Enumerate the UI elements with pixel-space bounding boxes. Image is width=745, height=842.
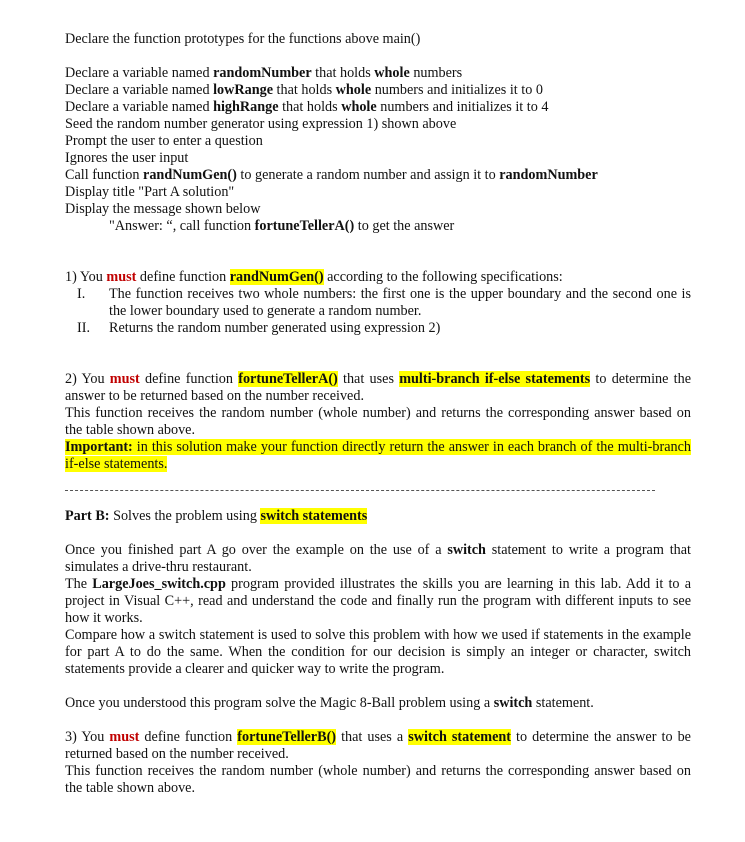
function-name-highlight: fortuneTellerA() [238, 371, 338, 387]
spec-item-1: I. The function receives two whole numbers: the first one is the upper boundary and the second one is the lower boundary used to generate a random number. [77, 286, 691, 319]
step-answer: "Answer: “, call function fortuneTellerA() to get the answer [109, 218, 455, 234]
step-ignore: Ignores the user input [65, 150, 189, 166]
intro-line: Declare the function prototypes for the functions above main() [65, 31, 421, 47]
step-prompt: Prompt the user to enter a question [65, 133, 263, 149]
step-declare-randomnumber: Declare a variable named randomNumber that holds whole numbers [65, 65, 463, 81]
section-divider [65, 490, 655, 491]
keyword-highlight: multi-branch if-else statements [399, 371, 591, 387]
keyword-highlight: switch statement [408, 729, 511, 745]
function-name-highlight: fortuneTellerB() [237, 729, 337, 745]
step-list [65, 65, 691, 235]
part-b [65, 508, 691, 712]
step-declare-lowrange: Declare a variable named lowRange that holds whole numbers and initializes it to 0 [65, 82, 543, 98]
requirement-3: 3) You must define function fortuneTellerB() that uses a switch statement to determine the answer to be returned based on the number received. This function receives the random number (whole number) and returns the corresponding answer based on the table shown above. [65, 729, 691, 796]
step-seed: Seed the random number generator using expression 1) shown above [65, 116, 457, 132]
must-label: must [109, 729, 140, 745]
must-label: must [106, 269, 137, 285]
requirement-2: 2) You must define function fortuneTellerA() that uses multi-branch if-else statements to determine the answer to be returned based on the number received. This function receives the random number (whole number) and returns the corresponding answer based on the table shown above. Important: in this solution make your function directly return the answer in each branch of the multi-branch if-else statements. [65, 371, 691, 472]
function-name-highlight: randNumGen() [229, 269, 324, 285]
step-call-randnumgen: Call function randNumGen() to generate a random number and assign it to randomNumber [65, 167, 598, 183]
keyword-highlight: switch statements [260, 508, 368, 524]
requirement-1: 1) You must define function randNumGen() according to the following specifications: I. The function receives two whole numbers: the first one is the upper boundary and the second one is the lower boundary used to generate a random number. II. Returns the random number generated using expression 2) [65, 269, 691, 336]
spec-item-2: II. Returns the random number generated using expression 2) [77, 320, 441, 336]
step-display-message: Display the message shown below [65, 201, 261, 217]
document-page [65, 31, 691, 797]
requirement-3-description: This function receives the random number (whole number) and returns the corresponding answer based on the table shown above. [65, 763, 691, 796]
part-b-paragraph-2: The LargeJoes_switch.cpp program provided illustrates the skills you are learning in this lab. Add it to a project in Visual C++, read and understand the code and finally run the program with different inputs to see how it works. [65, 576, 691, 626]
requirement-2-description: This function receives the random number (whole number) and returns the corresponding answer based on the table shown above. [65, 405, 691, 438]
part-b-paragraph-1: Once you finished part A go over the example on the use of a switch statement to write a program that simulates a drive-thru restaurant. [65, 542, 691, 575]
part-b-paragraph-3: Compare how a switch statement is used to solve this problem with how we used if statements in the example for part A to do the same. When the condition for our decision is simply an integer or character, switch statements provide a clearer and quicker way to write the program. [65, 627, 691, 677]
must-label: must [109, 371, 140, 387]
important-note: Important: in this solution make your function directly return the answer in each branch of the multi-branch if-else statements. [65, 439, 691, 472]
step-display-title: Display title "Part A solution" [65, 184, 235, 200]
part-b-paragraph-4: Once you understood this program solve the Magic 8-Ball problem using a switch statement. [65, 695, 594, 711]
step-declare-highrange: Declare a variable named highRange that holds whole numbers and initializes it to 4 [65, 99, 549, 115]
part-b-heading: Part B: Solves the problem using switch statements [65, 508, 368, 524]
